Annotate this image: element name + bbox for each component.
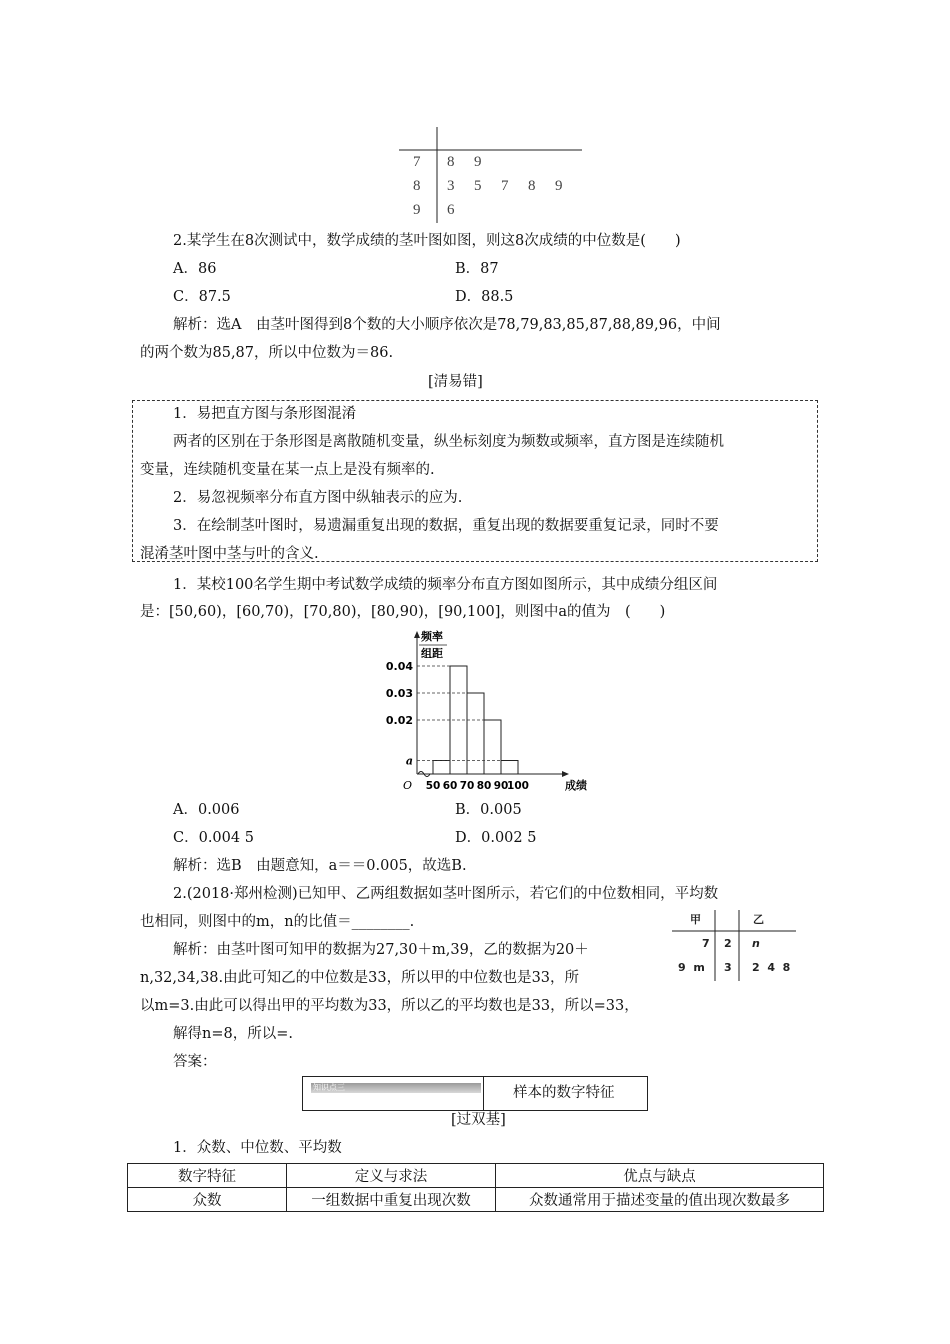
table-cell: 一组数据中重复出现次数 <box>287 1188 496 1212</box>
y-tick-label: 0.03 <box>385 687 413 700</box>
table-header-cell: 优点与缺点 <box>496 1164 824 1188</box>
errors-item-1: 1．易把直方图与条形图混淆 <box>173 406 357 422</box>
histogram-bar <box>484 720 501 774</box>
stem2-row1-right: n <box>752 937 760 950</box>
x-tick-label: 70 <box>459 780 475 792</box>
q2-analysis-line1: 解析：选A 由茎叶图得到8个数的大小顺序依次是78,79,83,85,87,88,89,96，中间 <box>173 317 721 333</box>
stem-1-row-2: 8 <box>413 178 421 194</box>
stem2-row2-stem: 3 <box>724 961 732 974</box>
errors-item-3-b: 混淆茎叶图中茎与叶的含义. <box>140 546 319 562</box>
x-axis-title: 成绩 <box>565 779 587 792</box>
table-row <box>128 1188 824 1212</box>
x-axis-arrow <box>562 771 569 777</box>
q2-option-d: D．88.5 <box>455 289 514 305</box>
q2-option-a: A．86 <box>173 261 217 277</box>
errors-item-1-detail-a: 两者的区别在于条形图是离散随机变量，纵坐标刻度为频数或频率，直方图是连续随机 <box>173 434 724 450</box>
leaf-2-3: 7 <box>501 178 509 194</box>
histogram-bar <box>433 761 450 775</box>
stem2-row1-stem: 2 <box>724 937 732 950</box>
knowledge-subheading: [过双基] <box>451 1112 506 1128</box>
errors-item-1-detail-b: 变量，连续随机变量在某一点上是没有频率的. <box>140 462 435 478</box>
numeric-features-table <box>127 1163 824 1212</box>
p2-line2: 也相同，则图中的m，n的比值＝________. <box>140 914 415 930</box>
p2-analysis-2: n,32,34,38.由此可知乙的中位数是33，所以甲的中位数也是33，所 <box>140 970 580 986</box>
stem2-left-header: 甲 <box>690 913 701 926</box>
leaf-2-1: 3 <box>447 178 455 194</box>
knowledge-box-divider <box>483 1077 484 1110</box>
p1-option-c: C．0.004 5 <box>173 830 254 846</box>
q2-option-c: C．87.5 <box>173 289 231 305</box>
leaf-3-1: 6 <box>447 202 455 218</box>
stem2-row2-right: 2 4 8 <box>752 961 791 974</box>
y-tick-label: a <box>405 754 413 768</box>
y-axis-arrow <box>414 631 420 638</box>
x-tick-label: 80 <box>476 780 492 792</box>
stem2-row2-left: 9 m <box>678 961 705 974</box>
y-axis-title-top: 频率 <box>421 630 443 643</box>
stem2-row1-left: 7 <box>702 937 710 950</box>
knowledge-point-tag-text: 知识点三 <box>313 1083 345 1092</box>
p2-analysis-4: 解得n=8，所以=. <box>173 1026 293 1042</box>
knowledge-point-tag <box>311 1083 481 1093</box>
leaf-1-2: 9 <box>474 154 482 170</box>
errors-dashed-box <box>132 400 818 562</box>
x-tick-label: 50 <box>425 780 441 792</box>
q2-option-b: B．87 <box>455 261 499 277</box>
y-axis-title-bottom: 组距 <box>421 647 443 660</box>
p2-answer-label: 答案： <box>173 1054 217 1070</box>
stem2-right-header: 乙 <box>753 913 764 926</box>
p2-analysis-3: 以m=3.由此可以得出甲的平均数为33，所以乙的平均数也是33，所以=33， <box>140 998 639 1014</box>
p1-option-a: A．0.006 <box>173 802 240 818</box>
knowledge-title: 样本的数字特征 <box>513 1085 615 1101</box>
table-cell: 众数通常用于描述变量的值出现次数最多 <box>496 1188 824 1212</box>
knowledge-point-box <box>302 1076 648 1111</box>
p1-line2: 是：[50,60)，[60,70)，[70,80)，[80,90)，[90,100]，则图中a的值为 ( ) <box>140 604 666 620</box>
p1-option-d: D．0.002 5 <box>455 830 537 846</box>
table-header-cell: 定义与求法 <box>287 1164 496 1188</box>
errors-item-2: 2．易忽视频率分布直方图中纵轴表示的应为. <box>173 490 463 506</box>
p2-line1: 2.(2018·郑州检测)已知甲、乙两组数据如茎叶图所示，若它们的中位数相同，平均数 <box>173 886 719 902</box>
stem-1-row-3: 9 <box>413 202 421 218</box>
leaf-2-2: 5 <box>474 178 482 194</box>
section-heading: 1．众数、中位数、平均数 <box>173 1140 342 1156</box>
p2-analysis-1: 解析：由茎叶图可知甲的数据为27,30＋m,39，乙的数据为20＋ <box>173 942 589 958</box>
origin-label: O <box>403 779 413 792</box>
leaf-2-4: 8 <box>528 178 536 194</box>
frequency-histogram <box>385 628 605 798</box>
p1-analysis: 解析：选B 由题意知，a＝＝0.005，故选B. <box>173 858 467 874</box>
stem-1-row-1: 7 <box>413 154 421 170</box>
q2-question: 2.某学生在8次测试中，数学成绩的茎叶图如图，则这8次成绩的中位数是( ) <box>173 233 681 249</box>
y-tick-label: 0.02 <box>385 714 413 727</box>
p1-option-b: B．0.005 <box>455 802 522 818</box>
stem-leaf-plot-1 <box>395 125 590 225</box>
x-tick-label: 100 <box>507 780 529 792</box>
y-tick-label: 0.04 <box>385 660 413 673</box>
histogram-bar <box>501 761 518 775</box>
errors-heading: [清易错] <box>428 374 483 390</box>
x-tick-label: 60 <box>442 780 458 792</box>
leaf-1-1: 8 <box>447 154 455 170</box>
x-tick-label: 90 <box>493 780 509 792</box>
q2-analysis-line2: 的两个数为85,87，所以中位数为＝86. <box>140 345 394 361</box>
histogram-bar <box>467 693 484 774</box>
table-header-row <box>128 1164 824 1188</box>
table-header-cell: 数字特征 <box>128 1164 287 1188</box>
table-cell: 众数 <box>128 1188 287 1212</box>
errors-item-3-a: 3．在绘制茎叶图时，易遗漏重复出现的数据，重复出现的数据要重复记录，同时不要 <box>173 518 719 534</box>
p1-line1: 1．某校100名学生期中考试数学成绩的频率分布直方图如图所示，其中成绩分组区间 <box>173 577 718 593</box>
leaf-2-5: 9 <box>555 178 563 194</box>
